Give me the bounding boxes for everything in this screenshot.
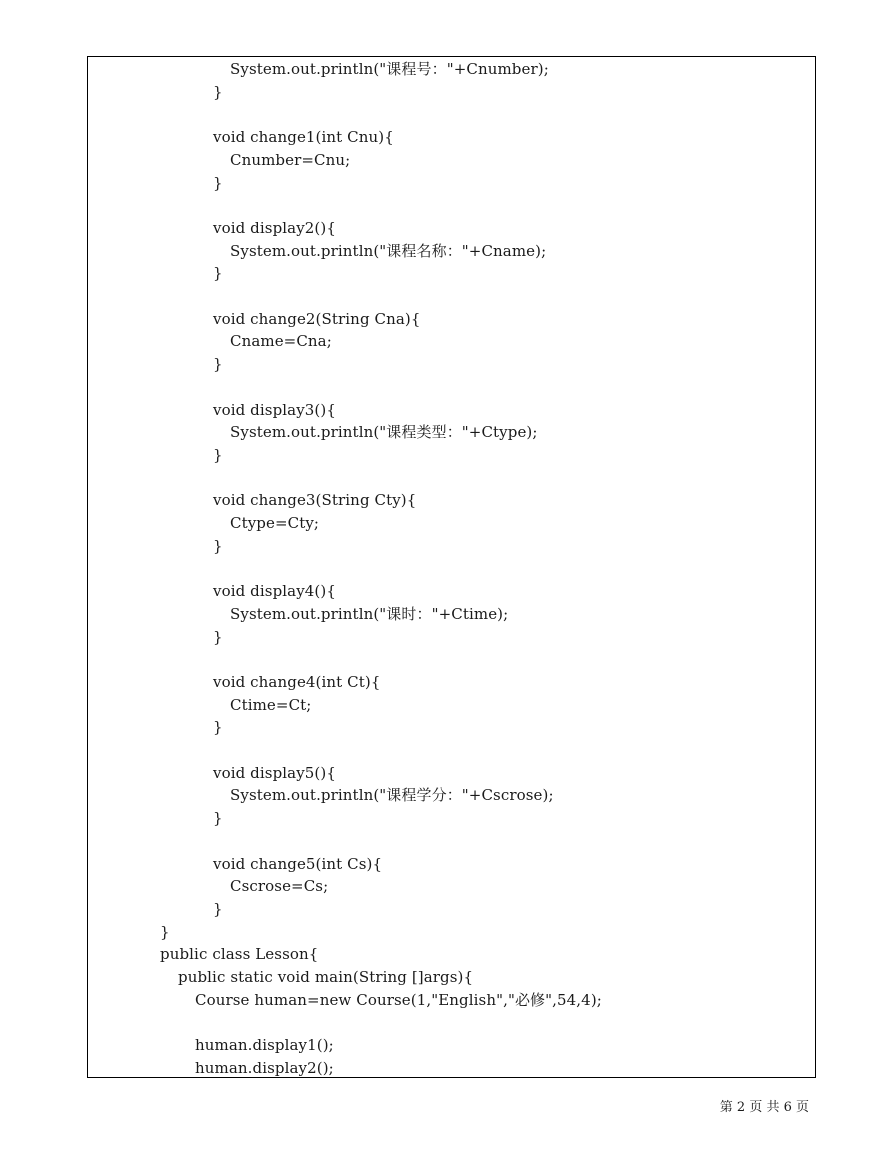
code-line: void display3(){ bbox=[213, 400, 336, 419]
code-line: } bbox=[213, 718, 223, 737]
code-line: void display4(){ bbox=[213, 582, 336, 601]
code-line: void change3(String Cty){ bbox=[213, 491, 417, 510]
code-line: System.out.println("课时："+Ctime); bbox=[230, 604, 509, 623]
page-frame bbox=[87, 56, 816, 1078]
code-line: } bbox=[213, 264, 223, 283]
code-line: void change2(String Cna){ bbox=[213, 309, 421, 328]
code-line: Cscrose=Cs; bbox=[230, 877, 329, 896]
code-line: System.out.println("课程名称："+Cname); bbox=[230, 241, 547, 260]
code-line: void change1(int Cnu){ bbox=[213, 128, 394, 147]
code-line: human.display2(); bbox=[195, 1058, 334, 1077]
code-line: void change5(int Cs){ bbox=[213, 854, 383, 873]
code-line: public class Lesson{ bbox=[160, 945, 319, 964]
code-line: System.out.println("课程学分："+Cscrose); bbox=[230, 786, 554, 805]
code-line: } bbox=[213, 627, 223, 646]
code-line: } bbox=[213, 173, 223, 192]
code-line: Ctime=Ct; bbox=[230, 695, 312, 714]
code-line: public static void main(String []args){ bbox=[178, 968, 474, 986]
code-line: void change4(int Ct){ bbox=[213, 672, 381, 691]
code-line: System.out.println("课程类型："+Ctype); bbox=[230, 423, 538, 442]
code-line: Cname=Cna; bbox=[230, 332, 332, 351]
code-line: } bbox=[213, 899, 223, 918]
code-line: human.display1(); bbox=[195, 1036, 334, 1055]
code-line: Ctype=Cty; bbox=[230, 514, 320, 532]
code-line: } bbox=[213, 355, 223, 374]
code-line: } bbox=[213, 82, 223, 101]
code-line: System.out.println("课程号："+Cnumber); bbox=[230, 60, 549, 78]
page-number: 第 2 页 共 6 页 bbox=[719, 1100, 809, 1115]
code-line: Course human=new Course(1,"English","必修",54,4); bbox=[195, 990, 602, 1009]
code-line: void display5(){ bbox=[213, 763, 336, 782]
code-line: } bbox=[213, 809, 223, 828]
code-line: } bbox=[213, 536, 223, 555]
code-line: } bbox=[213, 445, 223, 464]
code-line: void display2(){ bbox=[213, 218, 336, 237]
code-line: } bbox=[160, 922, 170, 941]
code-line: Cnumber=Cnu; bbox=[230, 150, 351, 169]
